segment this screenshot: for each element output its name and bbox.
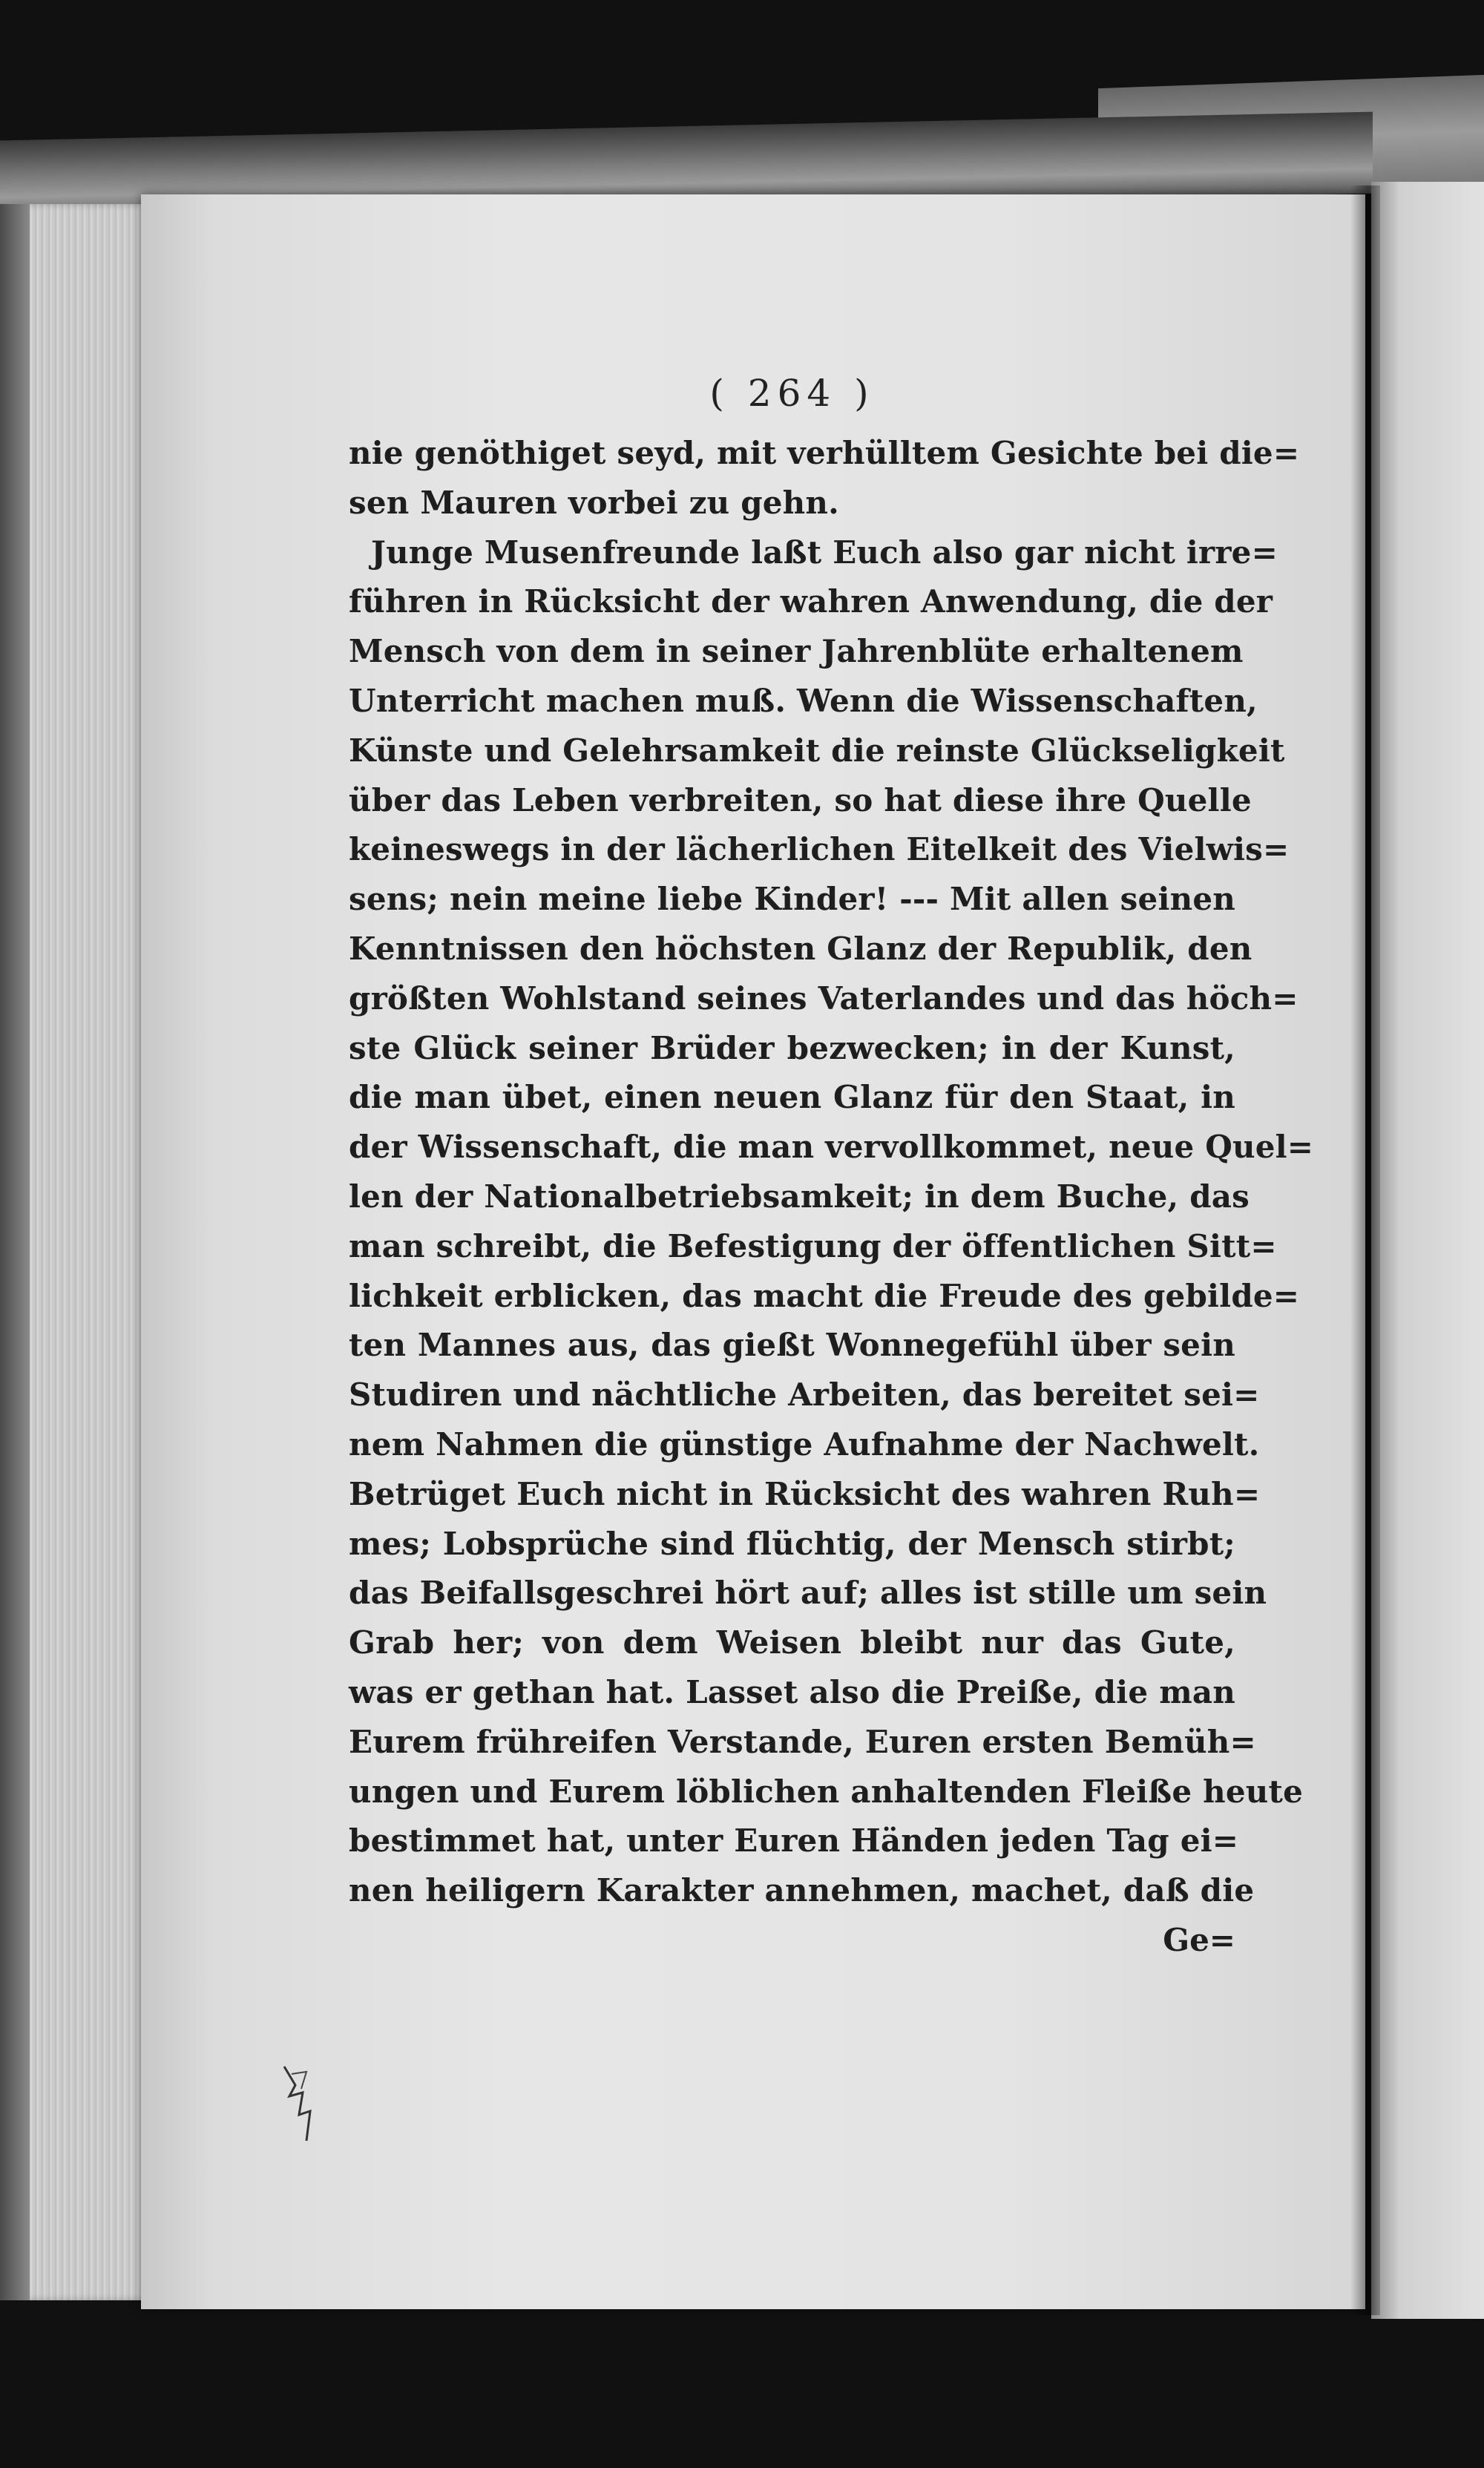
text-line: sen Mauren vorbei zu gehn.	[349, 484, 839, 521]
book-spine-shadow	[0, 204, 30, 2300]
text-line: Mensch von dem in seiner Jahrenblüte erhaltenem	[349, 633, 1244, 670]
text-line: Betrüget Euch nicht in Rücksicht des wahren Ruh=	[349, 1475, 1261, 1512]
text-line: Künste und Gelehrsamkeit die reinste Glückseligkeit	[349, 732, 1285, 769]
text-line: man schreibt, die Befestigung der öffentlichen Sitt=	[349, 1227, 1277, 1264]
text-line: ste Glück seiner Brüder bezwecken; in der Kunst,	[349, 1029, 1235, 1066]
text-line: ten Mannes aus, das gießt Wonnegefühl über sein	[349, 1327, 1235, 1364]
text-line: sens; nein meine liebe Kinder! --- Mit allen seinen	[349, 881, 1235, 918]
text-line: nen heiligern Karakter annehmen, machet, daß die	[349, 1872, 1255, 1909]
page-number: ( 264 )	[709, 372, 875, 415]
text-line: len der Nationalbetriebsamkeit; in dem Buche, das	[349, 1178, 1250, 1215]
text-line: nem Nahmen die günstige Aufnahme der Nachwelt.	[349, 1426, 1260, 1463]
text-line: der Wissenschaft, die man vervollkommet, neue Quel=	[349, 1129, 1314, 1166]
facing-page	[1371, 182, 1484, 2319]
text-line: Studiren und nächtliche Arbeiten, das bereitet sei=	[349, 1376, 1260, 1414]
text-line: nie genöthiget seyd, mit verhülltem Gesichte bei die=	[349, 435, 1300, 471]
pencil-mark	[280, 2063, 325, 2144]
text-line: Eurem frühreifen Verstande, Euren ersten Bemüh=	[349, 1723, 1256, 1760]
text-line: bestimmet hat, unter Euren Händen jeden Tag ei=	[349, 1822, 1239, 1860]
text-line: ungen und Eurem löblichen anhaltenden Fleiße heute	[349, 1773, 1304, 1810]
text-line: lichkeit erblicken, das macht die Freude des gebilde=	[349, 1277, 1300, 1314]
text-line: größten Wohlstand seines Vaterlandes und das höch=	[349, 979, 1298, 1017]
text-line: Unterricht machen muß. Wenn die Wissenschaften,	[349, 683, 1258, 719]
text-line: führen in Rücksicht der wahren Anwendung, die der	[349, 583, 1273, 620]
text-line: die man übet, einen neuen Glanz für den Staat, in	[349, 1079, 1235, 1116]
text-line: das Beifallsgeschrei hört auf; alles ist stille um sein	[349, 1575, 1267, 1612]
page-gutter-shadow	[1350, 186, 1380, 2315]
text-line: über das Leben verbreiten, so hat diese ihre Quelle	[349, 781, 1252, 818]
text-line: Junge Musenfreunde laßt Euch also gar nicht irre=	[371, 534, 1278, 571]
catchword: Ge=	[1163, 1922, 1235, 1958]
text-line: keineswegs in der lächerlichen Eitelkeit des Vielwis=	[349, 831, 1290, 868]
text-line: was er gethan hat. Lasset also die Preiße, die man	[349, 1674, 1235, 1710]
text-line: Grab her; von dem Weisen bleibt nur das Gute,	[349, 1624, 1235, 1661]
text-line: mes; Lobsprüche sind flüchtig, der Mensch stirbt;	[349, 1525, 1235, 1562]
text-line: Kenntnissen den höchsten Glanz der Republik, den	[349, 931, 1252, 967]
